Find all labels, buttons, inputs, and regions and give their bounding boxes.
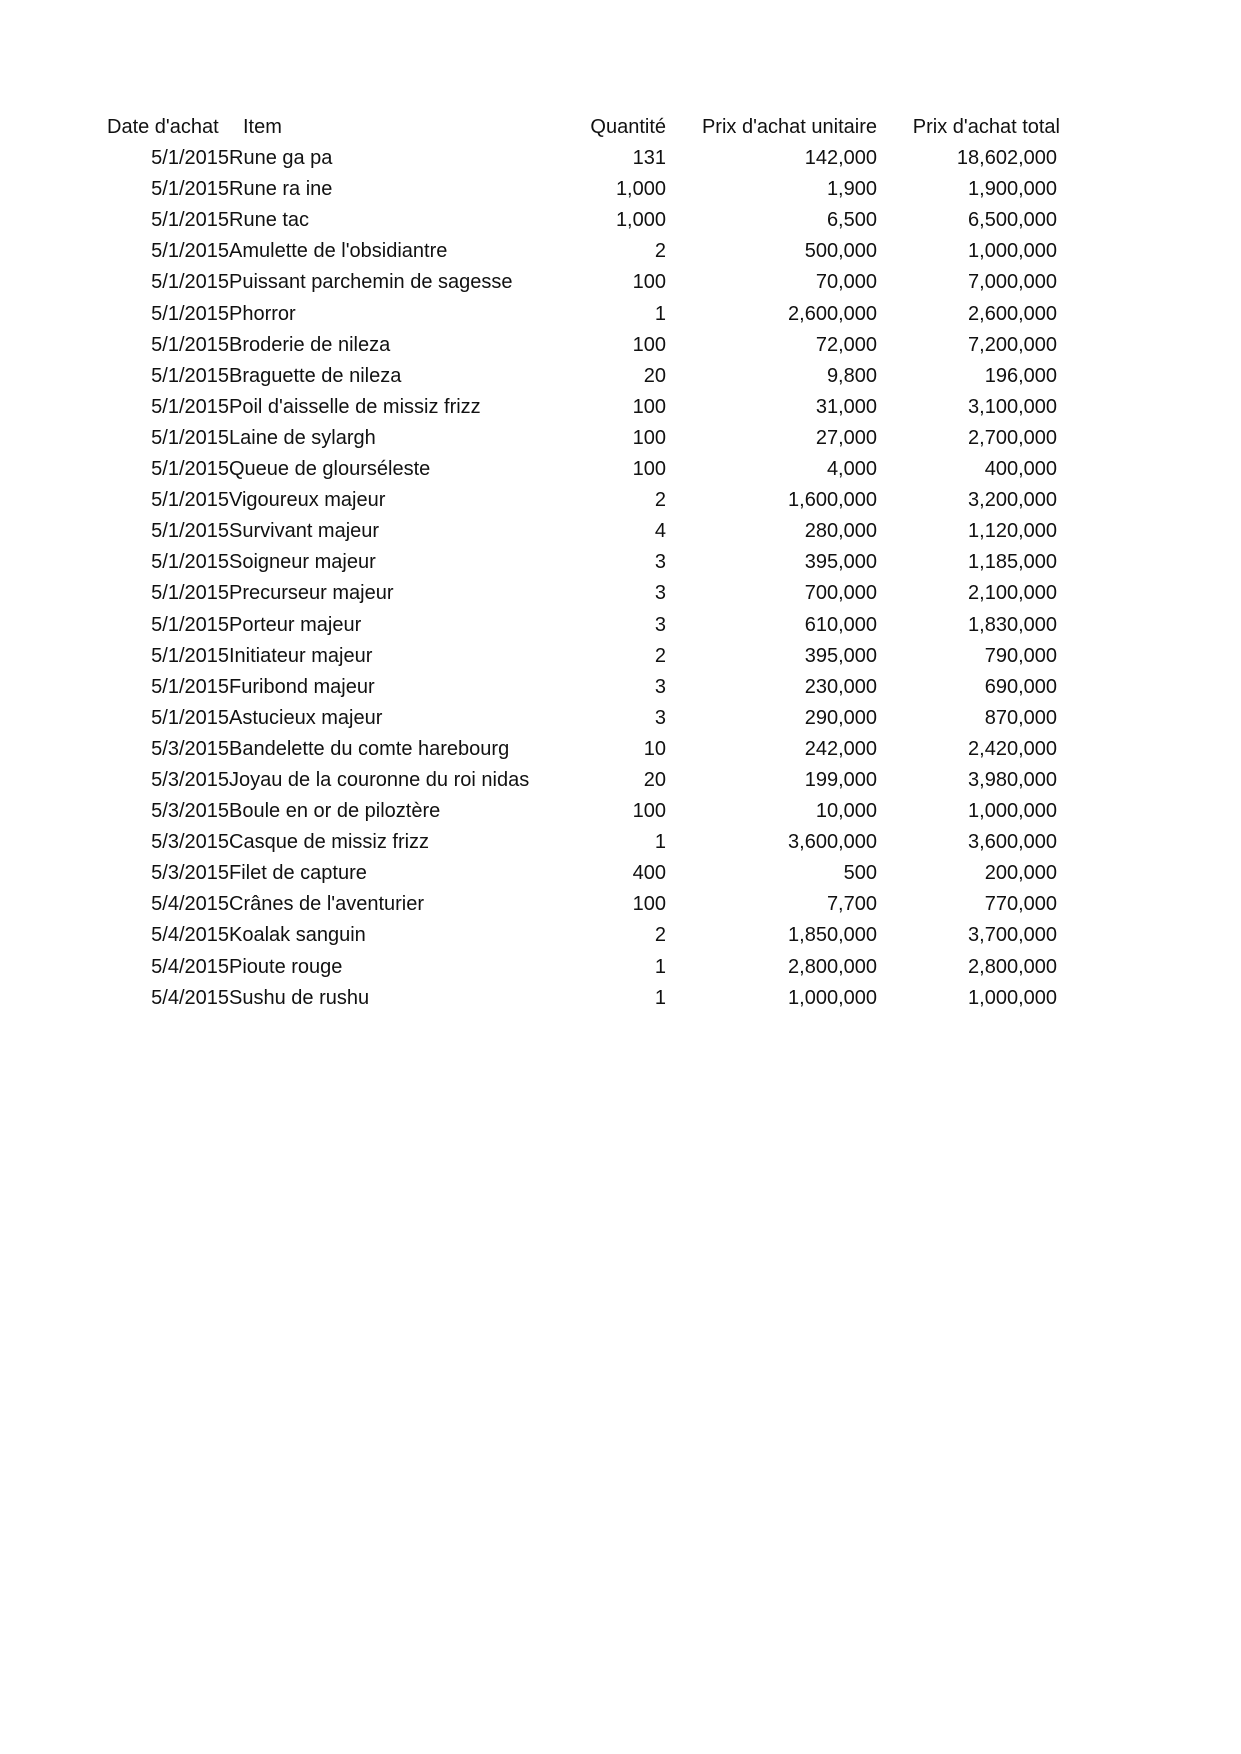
cell-unit-price: 610,000	[804, 613, 877, 636]
cell-date: 5/1/2015	[151, 675, 229, 698]
cell-date: 5/1/2015	[151, 706, 229, 729]
cell-item: Braguette de nileza	[229, 364, 402, 387]
cell-item: Initiateur majeur	[229, 644, 373, 667]
cell-item: Poil d'aisselle de missiz frizz	[229, 395, 481, 418]
cell-quantity: 20	[643, 364, 666, 387]
cell-unit-price: 700,000	[804, 582, 877, 605]
cell-total-price: 6,500,000	[968, 209, 1057, 232]
cell-date: 5/1/2015	[151, 644, 229, 667]
cell-total-price: 7,000,000	[968, 271, 1057, 294]
table-row	[0, 858, 1241, 889]
cell-item: Koalak sanguin	[229, 924, 366, 947]
table-row	[0, 796, 1241, 827]
cell-quantity: 3	[654, 551, 666, 574]
cell-quantity: 10	[643, 737, 666, 760]
cell-quantity: 2	[654, 489, 666, 512]
cell-unit-price: 395,000	[804, 551, 877, 574]
cell-unit-price: 500	[843, 862, 877, 885]
table-row	[0, 641, 1241, 672]
cell-date: 5/1/2015	[151, 426, 229, 449]
table-row	[0, 392, 1241, 423]
cell-unit-price: 9,800	[826, 364, 877, 387]
cell-total-price: 2,100,000	[968, 582, 1057, 605]
cell-unit-price: 395,000	[804, 644, 877, 667]
cell-total-price: 1,000,000	[968, 986, 1057, 1009]
table-row	[0, 952, 1241, 983]
cell-unit-price: 2,800,000	[788, 955, 877, 978]
cell-date: 5/1/2015	[151, 520, 229, 543]
cell-date: 5/1/2015	[151, 364, 229, 387]
cell-total-price: 200,000	[984, 862, 1057, 885]
cell-date: 5/1/2015	[151, 489, 229, 512]
cell-date: 5/4/2015	[151, 986, 229, 1009]
cell-item: Boule en or de piloztère	[229, 800, 441, 823]
cell-quantity: 400	[632, 862, 666, 885]
cell-total-price: 1,000,000	[968, 800, 1057, 823]
cell-item: Rune ga pa	[229, 147, 333, 170]
table-row	[0, 547, 1241, 578]
cell-quantity: 4	[654, 520, 666, 543]
table-row	[0, 485, 1241, 516]
table-row	[0, 205, 1241, 236]
cell-date: 5/3/2015	[151, 800, 229, 823]
cell-total-price: 2,420,000	[968, 737, 1057, 760]
table-row	[0, 236, 1241, 267]
cell-item: Vigoureux majeur	[229, 489, 386, 512]
header-quantity: Quantité	[590, 116, 666, 138]
cell-item: Joyau de la couronne du roi nidas	[229, 768, 530, 791]
table-row	[0, 889, 1241, 920]
cell-quantity: 3	[654, 613, 666, 636]
cell-total-price: 3,200,000	[968, 489, 1057, 512]
cell-unit-price: 6,500	[826, 209, 877, 232]
cell-item: Rune ra ine	[229, 178, 333, 201]
cell-unit-price: 242,000	[804, 737, 877, 760]
purchase-table	[0, 112, 1241, 1014]
cell-unit-price: 280,000	[804, 520, 877, 543]
table-row	[0, 423, 1241, 454]
cell-item: Amulette de l'obsidiantre	[229, 240, 448, 263]
cell-total-price: 2,800,000	[968, 955, 1057, 978]
cell-total-price: 2,700,000	[968, 426, 1057, 449]
cell-quantity: 131	[632, 147, 666, 170]
cell-quantity: 3	[654, 582, 666, 605]
cell-total-price: 1,900,000	[968, 178, 1057, 201]
cell-item: Bandelette du comte harebourg	[229, 737, 510, 760]
cell-date: 5/4/2015	[151, 924, 229, 947]
cell-quantity: 1	[654, 986, 666, 1009]
cell-total-price: 1,830,000	[968, 613, 1057, 636]
cell-item: Casque de missiz frizz	[229, 831, 430, 854]
cell-unit-price: 4,000	[826, 458, 877, 481]
table-row	[0, 983, 1241, 1014]
cell-date: 5/1/2015	[151, 209, 229, 232]
cell-item: Crânes de l'aventurier	[229, 893, 425, 916]
table-row	[0, 174, 1241, 205]
cell-total-price: 790,000	[984, 644, 1057, 667]
cell-date: 5/3/2015	[151, 831, 229, 854]
cell-date: 5/4/2015	[151, 955, 229, 978]
cell-item: Furibond majeur	[229, 675, 375, 698]
table-row	[0, 765, 1241, 796]
cell-total-price: 400,000	[984, 458, 1057, 481]
header-date: Date d'achat	[107, 116, 219, 138]
cell-date: 5/1/2015	[151, 147, 229, 170]
table-row	[0, 516, 1241, 547]
cell-date: 5/1/2015	[151, 551, 229, 574]
cell-unit-price: 290,000	[804, 706, 877, 729]
cell-unit-price: 10,000	[815, 800, 877, 823]
cell-date: 5/1/2015	[151, 178, 229, 201]
cell-quantity: 3	[654, 706, 666, 729]
cell-unit-price: 1,850,000	[788, 924, 877, 947]
cell-quantity: 100	[632, 426, 666, 449]
cell-date: 5/1/2015	[151, 458, 229, 481]
cell-total-price: 3,980,000	[968, 768, 1057, 791]
cell-quantity: 2	[654, 240, 666, 263]
cell-quantity: 100	[632, 333, 666, 356]
cell-total-price: 1,120,000	[968, 520, 1057, 543]
cell-date: 5/1/2015	[151, 333, 229, 356]
cell-unit-price: 230,000	[804, 675, 877, 698]
cell-item: Astucieux majeur	[229, 706, 383, 729]
cell-quantity: 2	[654, 644, 666, 667]
cell-total-price: 196,000	[984, 364, 1057, 387]
cell-date: 5/1/2015	[151, 240, 229, 263]
cell-total-price: 1,000,000	[968, 240, 1057, 263]
cell-item: Pioute rouge	[229, 955, 343, 978]
cell-item: Precurseur majeur	[229, 582, 394, 605]
cell-date: 5/3/2015	[151, 768, 229, 791]
cell-total-price: 7,200,000	[968, 333, 1057, 356]
table-row	[0, 703, 1241, 734]
cell-item: Queue de glourséleste	[229, 458, 431, 481]
cell-unit-price: 7,700	[826, 893, 877, 916]
table-row	[0, 578, 1241, 609]
table-row	[0, 143, 1241, 174]
cell-item: Porteur majeur	[229, 613, 362, 636]
cell-date: 5/1/2015	[151, 302, 229, 325]
cell-unit-price: 1,000,000	[788, 986, 877, 1009]
cell-date: 5/3/2015	[151, 862, 229, 885]
cell-date: 5/3/2015	[151, 737, 229, 760]
cell-unit-price: 1,900	[826, 178, 877, 201]
cell-unit-price: 3,600,000	[788, 831, 877, 854]
cell-quantity: 1	[654, 831, 666, 854]
table-row	[0, 330, 1241, 361]
header-item: Item	[243, 116, 282, 138]
table-row	[0, 827, 1241, 858]
cell-quantity: 100	[632, 395, 666, 418]
cell-item: Puissant parchemin de sagesse	[229, 271, 513, 294]
cell-quantity: 20	[643, 768, 666, 791]
cell-quantity: 100	[632, 893, 666, 916]
cell-item: Phorror	[229, 302, 296, 325]
cell-quantity: 1,000	[615, 178, 666, 201]
cell-total-price: 3,700,000	[968, 924, 1057, 947]
cell-total-price: 2,600,000	[968, 302, 1057, 325]
cell-total-price: 1,185,000	[968, 551, 1057, 574]
table-row	[0, 267, 1241, 298]
cell-item: Survivant majeur	[229, 520, 380, 543]
cell-item: Soigneur majeur	[229, 551, 376, 574]
table-row	[0, 920, 1241, 951]
cell-item: Rune tac	[229, 209, 310, 232]
cell-total-price: 18,602,000	[956, 147, 1057, 170]
cell-quantity: 3	[654, 675, 666, 698]
cell-unit-price: 1,600,000	[788, 489, 877, 512]
cell-date: 5/1/2015	[151, 582, 229, 605]
cell-total-price: 690,000	[984, 675, 1057, 698]
cell-unit-price: 31,000	[815, 395, 877, 418]
table-row	[0, 610, 1241, 641]
table-row	[0, 361, 1241, 392]
cell-unit-price: 27,000	[815, 426, 877, 449]
table-row	[0, 734, 1241, 765]
cell-date: 5/1/2015	[151, 271, 229, 294]
cell-unit-price: 70,000	[815, 271, 877, 294]
cell-unit-price: 500,000	[804, 240, 877, 263]
table-header-row	[0, 112, 1241, 143]
cell-total-price: 3,600,000	[968, 831, 1057, 854]
cell-unit-price: 142,000	[804, 147, 877, 170]
cell-quantity: 100	[632, 800, 666, 823]
cell-date: 5/1/2015	[151, 395, 229, 418]
cell-unit-price: 199,000	[804, 768, 877, 791]
cell-quantity: 100	[632, 458, 666, 481]
cell-quantity: 100	[632, 271, 666, 294]
table-body	[0, 143, 1241, 1014]
cell-date: 5/1/2015	[151, 613, 229, 636]
cell-quantity: 1	[654, 302, 666, 325]
cell-unit-price: 2,600,000	[788, 302, 877, 325]
header-total-price: Prix d'achat total	[912, 116, 1060, 138]
cell-item: Laine de sylargh	[229, 426, 376, 449]
cell-quantity: 1	[654, 955, 666, 978]
table-row	[0, 454, 1241, 485]
cell-item: Sushu de rushu	[229, 986, 370, 1009]
cell-total-price: 770,000	[984, 893, 1057, 916]
cell-item: Filet de capture	[229, 862, 367, 885]
table-row	[0, 299, 1241, 330]
cell-total-price: 870,000	[984, 706, 1057, 729]
cell-unit-price: 72,000	[815, 333, 877, 356]
table-row	[0, 672, 1241, 703]
cell-quantity: 2	[654, 924, 666, 947]
cell-quantity: 1,000	[615, 209, 666, 232]
header-unit-price: Prix d'achat unitaire	[701, 116, 877, 138]
cell-item: Broderie de nileza	[229, 333, 391, 356]
cell-date: 5/4/2015	[151, 893, 229, 916]
cell-total-price: 3,100,000	[968, 395, 1057, 418]
